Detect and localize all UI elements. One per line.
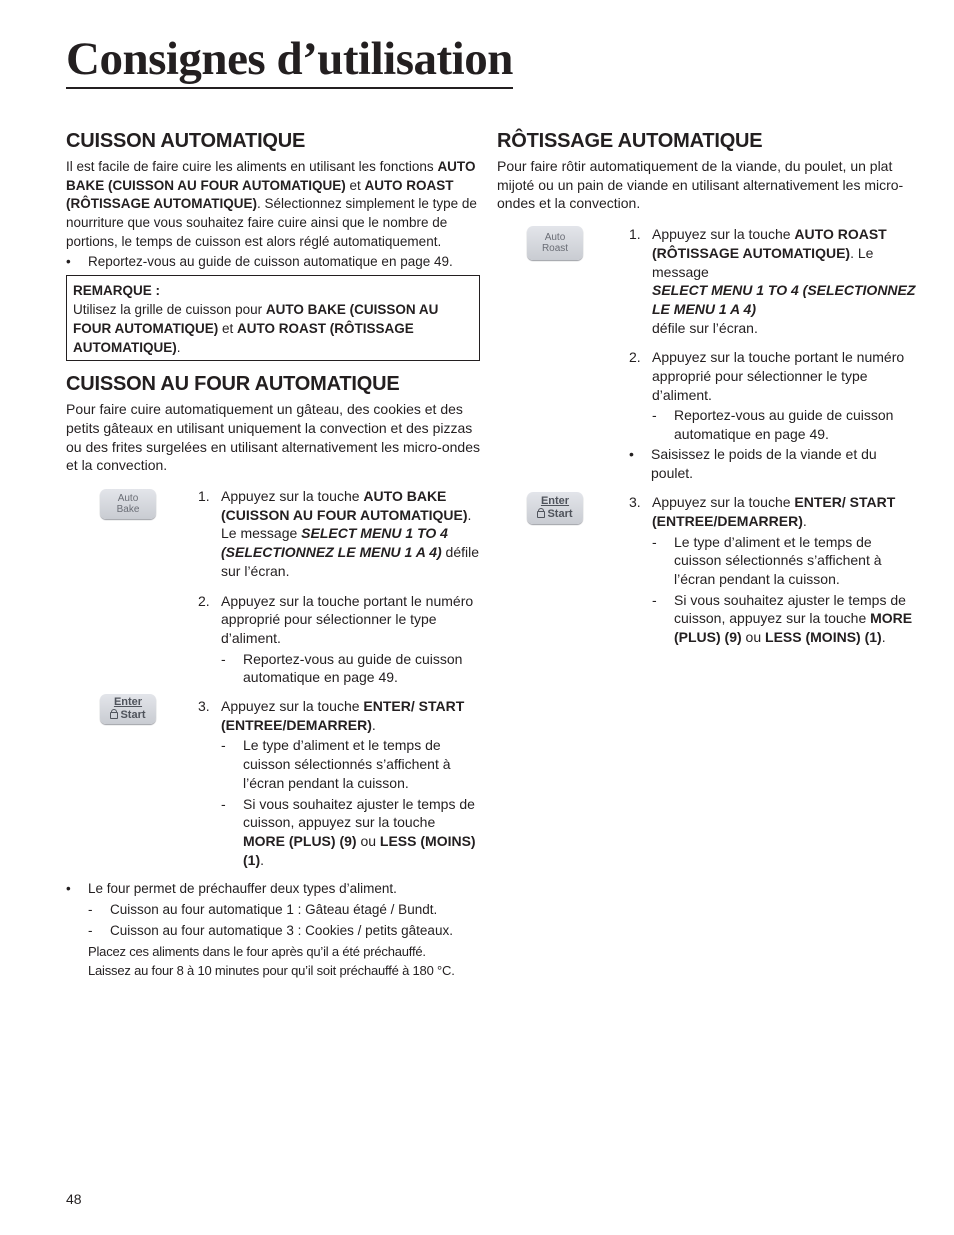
step-row-auto-roast bbox=[497, 225, 917, 482]
step-2-sub-auto-bake: - Reportez-vous au guide de cuisson automatique en page 49. bbox=[221, 650, 463, 686]
step-row-enter-start-left bbox=[66, 697, 480, 869]
step-3-auto-bake: 3. Appuyez sur la touche ENTER/ START (ENTREE/DEMARRER). bbox=[198, 698, 465, 733]
intro-cuisson-au-four: Pour faire cuire automatiquement un gâteau, des cookies et des petits gâteaux en utilisant uniquement la convection et des pizzas ou des frites surgelées en utilisant alternativement les micro-ondes et la convection. bbox=[66, 401, 480, 474]
preheat-item-2: - Cuisson au four automatique 3 : Cookies / petits gâteaux. bbox=[88, 922, 453, 938]
bullet-preheat: • Le four permet de préchauffer deux types d’aliment. bbox=[66, 881, 397, 897]
page-number: 48 bbox=[66, 1191, 82, 1207]
enter-start-key-button[interactable]: Enter Start bbox=[100, 694, 156, 724]
page-title: Consignes d’utilisation bbox=[66, 32, 513, 89]
section-heading-cuisson-automatique: CUISSON AUTOMATIQUE bbox=[66, 130, 306, 152]
preheat-note-2: Laissez au four 8 à 10 minutes pour qu’il soit préchauffé à 180 °C. bbox=[88, 963, 455, 979]
right-column bbox=[497, 128, 917, 647]
step-row-enter-start-right bbox=[497, 493, 917, 647]
bullet-guide-reference: • Reportez-vous au guide de cuisson automatique en page 49. bbox=[66, 253, 453, 269]
section-heading-rotissage-automatique: RÔTISSAGE AUTOMATIQUE bbox=[497, 130, 763, 152]
note-text: Utilisez la grille de cuisson pour AUTO BAKE (CUISSON AU FOUR AUTOMATIQUE) et AUTO ROAST (RÔTISSAGE AUTOMATIQUE). bbox=[73, 302, 439, 356]
note-box bbox=[66, 275, 480, 361]
preheat-note-1: Placez ces aliments dans le four après qu’il a été préchauffé. bbox=[88, 943, 426, 959]
lock-icon bbox=[110, 712, 118, 719]
step-1-auto-bake: 1. Appuyez sur la touche AUTO BAKE (CUISSON AU FOUR AUTOMATIQUE). Le message SELECT MENU 1 TO 4 (SELECTIONNEZ LE MENU 1 A 4) défile sur l’écran. bbox=[198, 488, 480, 579]
step-3-auto-roast: 3. Appuyez sur la touche ENTER/ START (ENTREE/DEMARRER). bbox=[629, 494, 896, 529]
auto-bake-key-button[interactable]: Auto Bake bbox=[100, 489, 156, 519]
step-2-auto-bake: 2. Appuyez sur la touche portant le numéro approprié pour sélectionner le type d’aliment. bbox=[198, 592, 474, 646]
auto-roast-key-button[interactable]: Auto Roast bbox=[527, 226, 583, 260]
step-row-auto-bake bbox=[66, 487, 480, 687]
enter-start-key-button-right[interactable]: Enter Start bbox=[527, 492, 583, 524]
note-label: REMARQUE : bbox=[73, 283, 160, 299]
preheat-item-1: - Cuisson au four automatique 1 : Gâteau étagé / Bundt. bbox=[88, 902, 438, 918]
intro-rotissage: Pour faire rôtir automatiquement de la viande, du poulet, un plat mijoté ou un pain de viande en utilisant alternativement les micro-ondes et la convection. bbox=[497, 158, 904, 212]
step-1-auto-roast: 1. Appuyez sur la touche AUTO ROAST (RÔTISSAGE AUTOMATIQUE). Le message SELECT MENU 1 TO 4 (SELECTIONNEZ LE MENU 1 A 4) défile sur l’écran. bbox=[629, 226, 916, 336]
step-3-sub1-auto-roast: - Le type d’aliment et le temps de cuisson sélectionnés s’affichent à l’écran pendant la cuisson. bbox=[652, 533, 882, 588]
intro-cuisson-automatique: Il est facile de faire cuire les aliments en utilisant les fonctions AUTO BAKE (CUISSON AU FOUR AUTOMATIQUE) et AUTO ROAST (RÔTISSAGE AUTOMATIQUE). Sélectionnez simplement le type de nourriture que vous souhaitez faire cuire ainsi que le nombre de portions, le temps de cuisson est alors réglé automatiquement. bbox=[66, 159, 477, 249]
step-3-sub2-auto-roast: - Si vous souhaitez ajuster le temps de cuisson, appuyez sur la touche MORE (PLUS) (9) ou LESS (MOINS) (1). bbox=[652, 591, 913, 646]
left-column bbox=[66, 128, 480, 981]
step-2-sub-auto-roast: - Reportez-vous au guide de cuisson automatique en page 49. bbox=[652, 407, 894, 443]
section-heading-cuisson-au-four: CUISSON AU FOUR AUTOMATIQUE bbox=[66, 373, 400, 396]
step-3-sub1-auto-bake: - Le type d’aliment et le temps de cuisson sélectionnés s’affichent à l’écran pendant la cuisson. bbox=[221, 737, 451, 791]
lock-icon bbox=[537, 511, 545, 518]
step-2-bullet-weight: • Saisissez le poids de la viande et du poulet. bbox=[629, 445, 877, 481]
step-2-auto-roast: 2. Appuyez sur la touche portant le numéro approprié pour sélectionner le type d’aliment. bbox=[629, 349, 905, 403]
step-3-sub2-auto-bake: - Si vous souhaitez ajuster le temps de cuisson, appuyez sur la touche MORE (PLUS) (9) ou LESS (MOINS) (1). bbox=[221, 795, 476, 868]
